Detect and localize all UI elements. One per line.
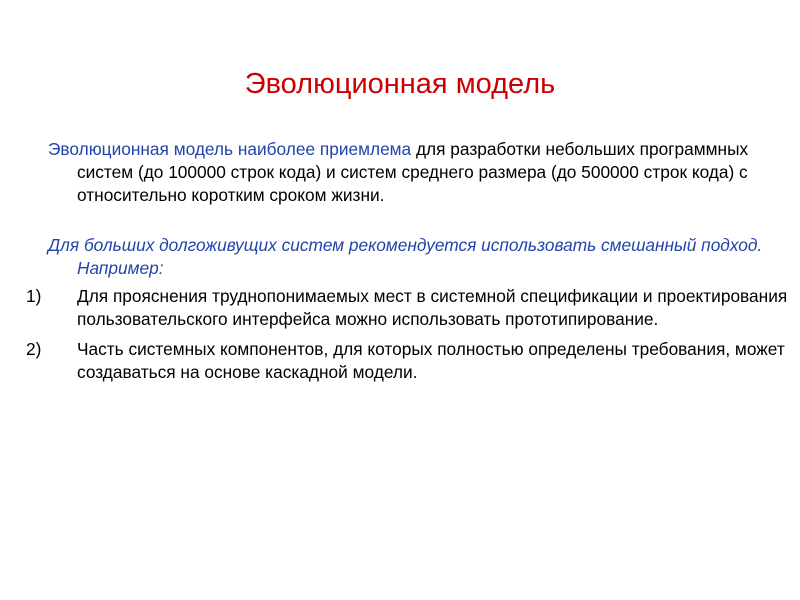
paragraph-text: для разработки небольших программных систем (до 100000 строк кода) и систем среднего размера (до 500000 строк кода) с относительно коротким сроком жизни. (77, 139, 749, 205)
paragraph-mixed-approach: Для больших долгоживущих систем рекомендуется использовать смешанный подход. Например: (48, 235, 763, 278)
paragraph-highlight: Эволюционная модель наиболее приемлема (48, 139, 412, 159)
list-marker: 2) (26, 339, 42, 359)
list-item (0, 338, 790, 384)
slide-title: Эволюционная модель (244, 68, 556, 100)
list-item-text: Для прояснения труднопонимаемых мест в системной спецификации и проектирования пользовательского интерфейса можно использовать прототипирование. (77, 286, 788, 329)
slide-body (0, 138, 790, 391)
list-item (0, 285, 790, 331)
numbered-list (0, 285, 790, 384)
list-item-text: Часть системных компонентов, для которых полностью определены требования, может создаваться на основе каскадной модели. (77, 339, 785, 382)
paragraph-evolutionary-suitability (0, 138, 790, 207)
list-marker: 1) (26, 286, 42, 306)
